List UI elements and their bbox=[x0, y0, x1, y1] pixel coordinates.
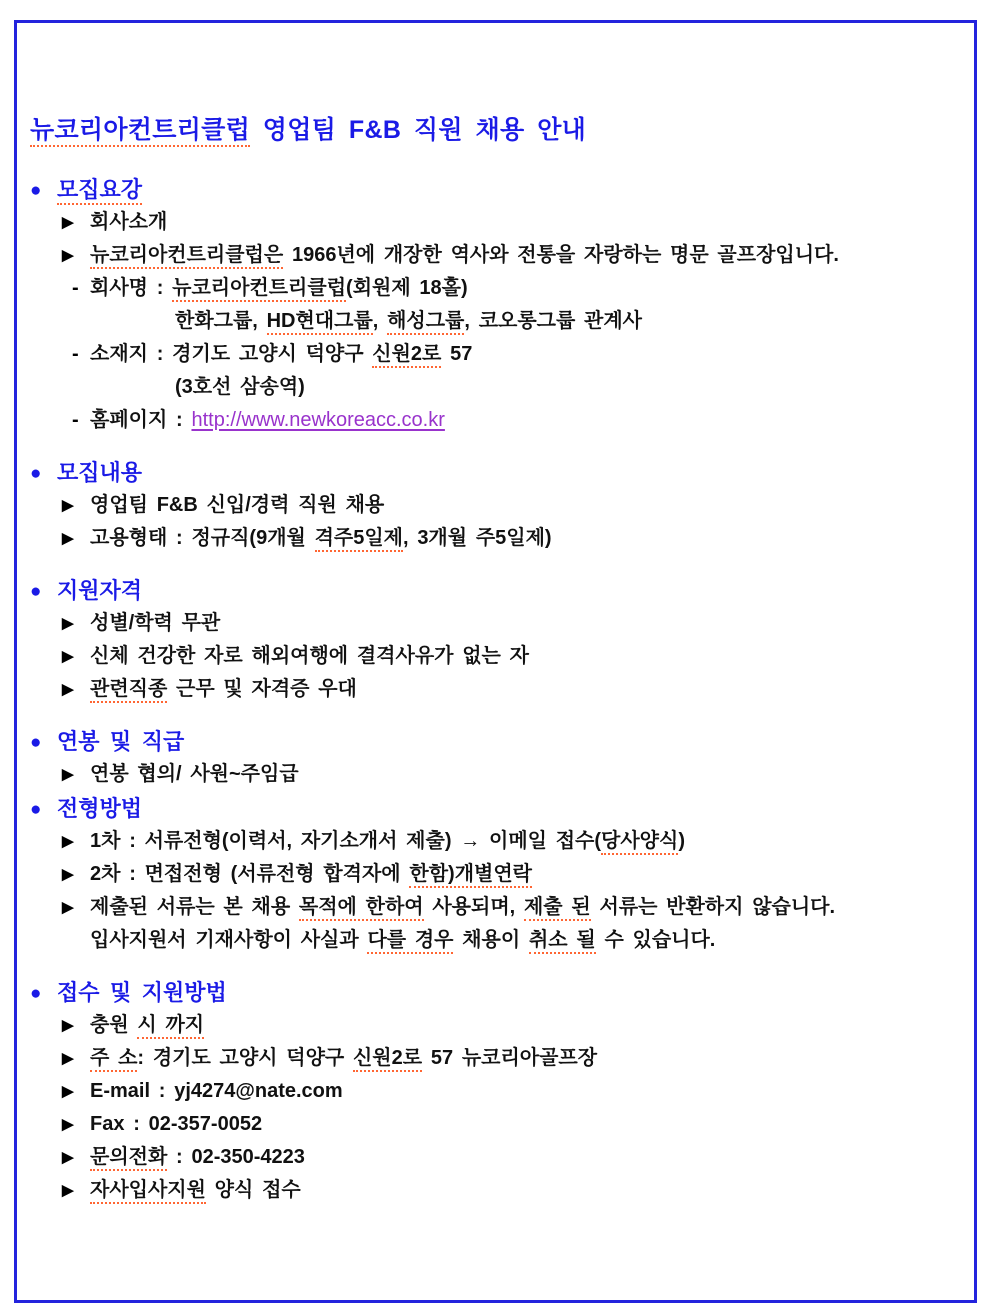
arrow-marker-icon: ▶ bbox=[62, 866, 74, 883]
text-segment: (회원제 18홀) bbox=[346, 277, 468, 299]
list-item bbox=[30, 494, 958, 517]
list-item bbox=[30, 763, 958, 786]
text-segment: 다를 경우 bbox=[367, 929, 453, 954]
bullet-circle-icon: ● bbox=[30, 581, 42, 602]
text-segment: HD현대그룹 bbox=[267, 310, 373, 335]
text-segment: 취소 될 bbox=[529, 929, 596, 954]
list-item bbox=[30, 1047, 958, 1070]
text-segment: Fax : 02-357-0052 bbox=[90, 1113, 263, 1135]
bullet-circle-icon: ● bbox=[30, 732, 42, 753]
text-segment: 수 있습니다. bbox=[595, 929, 716, 951]
text-segment: 자사입사지원 bbox=[90, 1179, 206, 1204]
bullet-circle-icon: ● bbox=[30, 799, 42, 820]
list-item bbox=[30, 211, 958, 234]
text-segment: 제출 된 bbox=[524, 896, 591, 921]
document-border-frame bbox=[14, 20, 977, 1303]
text-segment: 사용되며, bbox=[423, 896, 524, 918]
text-segment: 뉴코리아컨트리클럽 bbox=[30, 116, 250, 147]
arrow-marker-icon: ▶ bbox=[62, 899, 74, 916]
arrow-marker-icon: ▶ bbox=[62, 1050, 74, 1067]
list-item bbox=[30, 310, 958, 333]
list-item bbox=[30, 929, 958, 952]
text-segment: 신원2로 bbox=[372, 343, 441, 368]
arrow-marker-icon: ▶ bbox=[62, 530, 74, 547]
list-item bbox=[30, 527, 958, 550]
sections-root bbox=[30, 177, 958, 1202]
section-heading bbox=[30, 578, 958, 605]
arrow-marker-icon: ▶ bbox=[62, 1149, 74, 1166]
text-segment: 영업팀 F&B 신입/경력 직원 채용 bbox=[90, 494, 385, 516]
list-item bbox=[30, 645, 958, 668]
text-segment: 2차 : 면접전형 (서류전형 합격자에 bbox=[90, 863, 410, 885]
text-segment: , bbox=[372, 310, 388, 332]
text-segment: 뉴코리아컨트리클럽 bbox=[172, 277, 346, 302]
text-segment: 57 bbox=[441, 343, 473, 365]
list-item bbox=[30, 1113, 958, 1136]
arrow-marker-icon: ▶ bbox=[62, 1116, 74, 1133]
text-segment: 홈페이지 : bbox=[90, 409, 192, 431]
list-item bbox=[30, 244, 958, 267]
section-mojip-naeyong bbox=[30, 460, 958, 550]
text-segment: 연봉 협의/ 사원~주임급 bbox=[90, 763, 299, 785]
section-heading-text bbox=[57, 729, 184, 754]
section-heading-text bbox=[57, 460, 142, 485]
section-jiwon-jagyeok bbox=[30, 578, 958, 701]
dash-marker-icon: - bbox=[72, 277, 79, 299]
arrow-marker-icon: ▶ bbox=[62, 615, 74, 632]
text-segment: 채용이 bbox=[453, 929, 529, 951]
arrow-marker-icon: ▶ bbox=[62, 497, 74, 514]
arrow-marker-icon: ▶ bbox=[62, 833, 74, 850]
list-item bbox=[30, 678, 958, 701]
section-mojip-yogang bbox=[30, 177, 958, 432]
arrow-marker-icon: ▶ bbox=[62, 681, 74, 698]
homepage-link[interactable]: http://www.newkoreacc.co.kr bbox=[191, 409, 445, 431]
text-segment: 회사소개 bbox=[90, 211, 168, 233]
list-item bbox=[30, 863, 958, 886]
text-segment: 모집내용 bbox=[57, 460, 143, 485]
text-segment: 근무 및 자격증 우대 bbox=[167, 678, 357, 700]
list-item bbox=[30, 1179, 958, 1202]
bullet-circle-icon: ● bbox=[30, 983, 42, 1004]
list-item bbox=[30, 612, 958, 635]
text-segment: 충원 bbox=[90, 1014, 138, 1036]
section-jeonhyeong-bangbeop bbox=[30, 796, 958, 952]
text-segment: 고용형태 : 정규직(9개월 bbox=[90, 527, 315, 549]
text-segment: 1차 : 서류전형(이력서, 자기소개서 제출) → 이메일 접수( bbox=[90, 830, 602, 852]
arrow-marker-icon: ▶ bbox=[62, 1083, 74, 1100]
section-yeonbong-jikgeup bbox=[30, 729, 958, 786]
dash-marker-icon: - bbox=[72, 409, 79, 431]
text-segment: 목적에 한하여 bbox=[299, 896, 424, 921]
page-title bbox=[30, 115, 958, 145]
text-segment: (3호선 삼송역) bbox=[175, 376, 305, 398]
text-segment: 신원2로 bbox=[353, 1047, 422, 1072]
section-heading-text bbox=[57, 980, 227, 1005]
text-segment: 전형방법 bbox=[57, 796, 143, 821]
list-item bbox=[30, 409, 958, 432]
text-segment: E-mail : yj4274@nate.com bbox=[90, 1080, 343, 1102]
section-heading-text bbox=[57, 177, 142, 205]
text-segment: 서류는 반환하지 않습니다. bbox=[590, 896, 836, 918]
bullet-circle-icon: ● bbox=[30, 463, 42, 484]
section-heading bbox=[30, 177, 958, 204]
text-segment: 관련직종 bbox=[90, 678, 167, 703]
text-segment: 시 까지 bbox=[137, 1014, 204, 1039]
list-item bbox=[30, 1080, 958, 1103]
list-item bbox=[30, 830, 958, 853]
list-item bbox=[30, 1146, 958, 1169]
text-segment: 양식 접수 bbox=[205, 1179, 301, 1201]
text-segment: 성별/학력 무관 bbox=[90, 612, 221, 634]
text-segment: 신체 건강한 자로 해외여행에 결격사유가 없는 자 bbox=[90, 645, 529, 667]
arrow-marker-icon: ▶ bbox=[62, 1017, 74, 1034]
arrow-marker-icon: ▶ bbox=[62, 648, 74, 665]
text-segment: , 3개월 주5일제) bbox=[403, 527, 552, 549]
text-segment: 한함)개별연락 bbox=[409, 863, 532, 888]
arrow-marker-icon: ▶ bbox=[62, 766, 74, 783]
text-segment: 연봉 및 직급 bbox=[57, 729, 185, 754]
text-segment: 한화그룹, bbox=[175, 310, 267, 332]
text-segment: 모집요강 bbox=[57, 177, 142, 205]
dash-marker-icon: - bbox=[72, 343, 79, 365]
list-item bbox=[30, 343, 958, 366]
section-heading-text bbox=[57, 796, 142, 821]
text-segment: ) bbox=[678, 830, 685, 852]
text-segment: 회사명 : bbox=[90, 277, 173, 299]
list-item bbox=[30, 896, 958, 919]
section-heading bbox=[30, 796, 958, 823]
text-segment: : 경기도 고양시 덕양구 bbox=[137, 1047, 353, 1069]
text-segment: 뉴코리아컨트리클럽은 bbox=[90, 244, 283, 269]
list-item bbox=[30, 277, 958, 300]
document-content bbox=[17, 23, 974, 1202]
text-segment: 입사지원서 기재사항이 사실과 bbox=[90, 929, 368, 951]
list-item bbox=[30, 376, 958, 399]
list-item bbox=[30, 1014, 958, 1037]
text-segment: 문의전화 bbox=[90, 1146, 167, 1171]
section-heading bbox=[30, 729, 958, 756]
arrow-marker-icon: ▶ bbox=[62, 1182, 74, 1199]
text-segment: : 02-350-4223 bbox=[167, 1146, 305, 1168]
bullet-circle-icon: ● bbox=[30, 180, 42, 201]
section-heading-text bbox=[57, 578, 142, 603]
text-segment: 해성그룹 bbox=[387, 310, 464, 335]
text-segment: 57 뉴코리아골프장 bbox=[422, 1047, 598, 1069]
text-segment: 주 소 bbox=[90, 1047, 137, 1072]
section-heading bbox=[30, 980, 958, 1007]
section-heading bbox=[30, 460, 958, 487]
arrow-marker-icon: ▶ bbox=[62, 214, 74, 231]
text-segment: 당사양식 bbox=[601, 830, 678, 855]
text-segment: 1966년에 개장한 역사와 전통을 자랑하는 명문 골프장입니다. bbox=[283, 244, 839, 266]
text-segment: , 코오롱그룹 관계사 bbox=[464, 310, 643, 332]
text-segment: 영업팀 F&B 직원 채용 안내 bbox=[250, 116, 587, 144]
text-segment: 소재지 : 경기도 고양시 덕양구 bbox=[90, 343, 373, 365]
text-segment: 제출된 서류는 본 채용 bbox=[90, 896, 299, 918]
text-segment: 격주5일제 bbox=[315, 527, 403, 552]
text-segment: 접수 및 지원방법 bbox=[57, 980, 227, 1005]
section-jeopsu-bangbeop bbox=[30, 980, 958, 1202]
text-segment: 지원자격 bbox=[57, 578, 143, 603]
arrow-marker-icon: ▶ bbox=[62, 247, 74, 264]
